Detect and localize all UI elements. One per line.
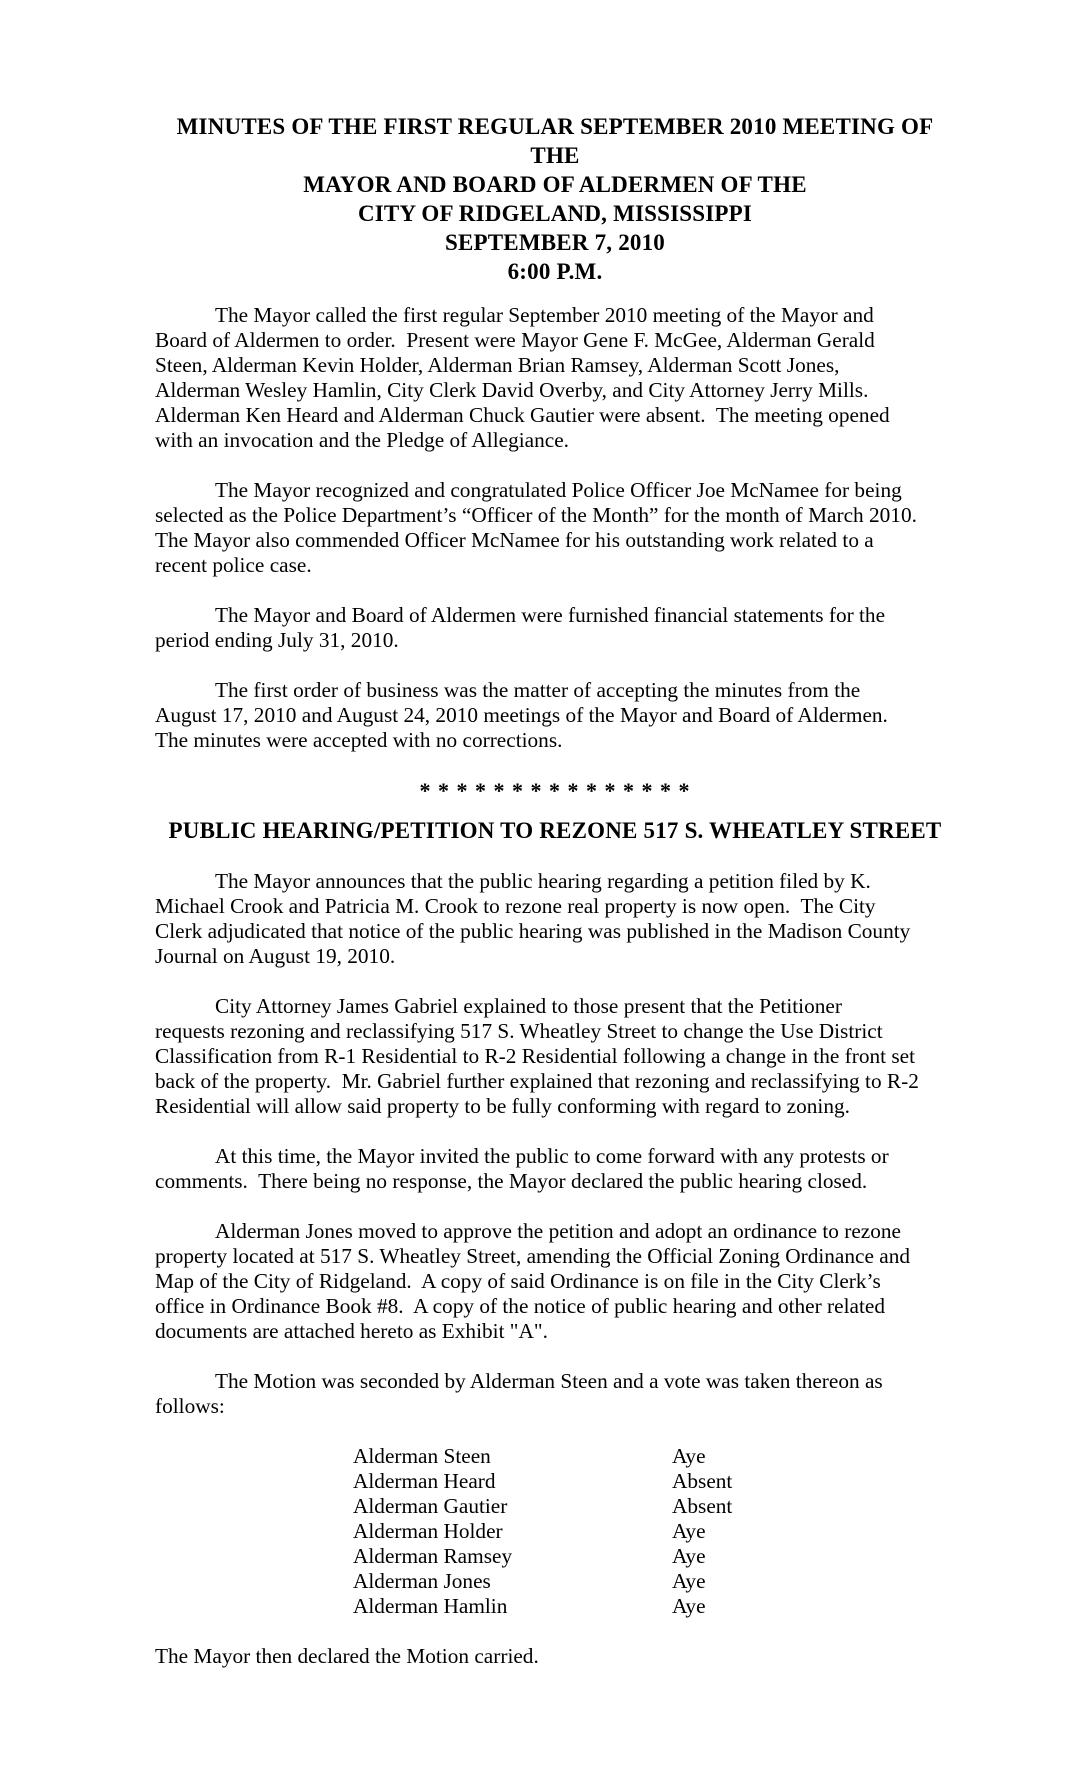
text-line: Journal on August 19, 2010. bbox=[155, 944, 396, 968]
text-line: The first order of business was the matter of accepting the minutes from the bbox=[215, 678, 861, 702]
text-line: Residential will allow said property to be fully conforming with regard to zoning. bbox=[155, 1094, 850, 1118]
vote-alderman-name: Alderman Holder bbox=[353, 1519, 503, 1543]
text-line: The minutes were accepted with no corrections. bbox=[155, 728, 563, 752]
vote-row bbox=[155, 1519, 955, 1544]
document-body bbox=[155, 303, 955, 1669]
text-line: The Mayor also commended Officer McNamee for his outstanding work related to a bbox=[155, 528, 874, 552]
vote-row bbox=[155, 1544, 955, 1569]
vote-row bbox=[155, 1569, 955, 1594]
text-line: Alderman Wesley Hamlin, City Clerk David Overby, and City Attorney Jerry Mills. bbox=[155, 378, 869, 402]
vote-value: Aye bbox=[672, 1519, 706, 1543]
text-line: recent police case. bbox=[155, 553, 312, 577]
paragraph bbox=[155, 1369, 955, 1419]
title-line: SEPTEMBER 7, 2010 bbox=[444, 230, 665, 255]
vote-roll bbox=[155, 1444, 955, 1619]
title-line: CITY OF RIDGELAND, MISSISSIPPI bbox=[357, 201, 753, 226]
text-line: The Motion was seconded by Alderman Steen and a vote was taken thereon as bbox=[215, 1369, 883, 1393]
paragraph bbox=[155, 478, 955, 578]
text-line: Alderman Jones moved to approve the petition and adopt an ordinance to rezone bbox=[215, 1219, 902, 1243]
text-line: with an invocation and the Pledge of Allegiance. bbox=[155, 428, 569, 452]
vote-row bbox=[155, 1444, 955, 1469]
text-line: The Mayor recognized and congratulated Police Officer Joe McNamee for being bbox=[215, 478, 902, 502]
vote-alderman-name: Alderman Hamlin bbox=[353, 1594, 508, 1618]
paragraph bbox=[155, 603, 955, 653]
text-line: property located at 517 S. Wheatley Street, amending the Official Zoning Ordinance and bbox=[155, 1244, 911, 1268]
vote-row bbox=[155, 1594, 955, 1619]
text-line: comments. There being no response, the Mayor declared the public hearing closed. bbox=[155, 1169, 868, 1193]
closing-line: The Mayor then declared the Motion carried. bbox=[155, 1644, 539, 1668]
paragraph bbox=[155, 1219, 955, 1344]
text-line: Clerk adjudicated that notice of the public hearing was published in the Madison County bbox=[155, 919, 911, 943]
text-line: follows: bbox=[155, 1394, 225, 1418]
paragraph bbox=[155, 303, 955, 453]
text-line: Classification from R-1 Residential to R-2 Residential following a change in the front set bbox=[155, 1044, 916, 1068]
title-line: 6:00 P.M. bbox=[507, 259, 603, 284]
vote-value: Aye bbox=[672, 1544, 706, 1568]
title-line: MAYOR AND BOARD OF ALDERMEN OF THE bbox=[303, 172, 807, 197]
paragraph bbox=[155, 678, 955, 753]
text-line: selected as the Police Department’s “Officer of the Month” for the month of March 2010. bbox=[155, 503, 917, 527]
paragraph bbox=[155, 1144, 955, 1194]
section-heading: PUBLIC HEARING/PETITION TO REZONE 517 S. WHEATLEY STREET bbox=[168, 818, 942, 843]
text-line: The Mayor announces that the public hearing regarding a petition filed by K. bbox=[215, 869, 871, 893]
vote-row bbox=[155, 1494, 955, 1519]
asterisk-divider: * * * * * * * * * * * * * * * bbox=[419, 778, 691, 803]
text-line: The Mayor and Board of Aldermen were furnished financial statements for the bbox=[215, 603, 886, 627]
title-line: MINUTES OF THE FIRST REGULAR SEPTEMBER 2010 MEETING OF THE bbox=[176, 114, 934, 168]
vote-value: Absent bbox=[672, 1469, 733, 1493]
text-line: documents are attached hereto as Exhibit "A". bbox=[155, 1319, 548, 1343]
text-line: Michael Crook and Patricia M. Crook to rezone real property is now open. The City bbox=[155, 894, 876, 918]
text-line: requests rezoning and reclassifying 517 S. Wheatley Street to change the Use District bbox=[155, 1019, 883, 1043]
vote-alderman-name: Alderman Steen bbox=[353, 1444, 491, 1468]
intro-paragraphs bbox=[155, 303, 955, 753]
vote-alderman-name: Alderman Jones bbox=[353, 1569, 491, 1593]
text-line: Map of the City of Ridgeland. A copy of said Ordinance is on file in the City Clerk’s bbox=[155, 1269, 881, 1293]
vote-value: Aye bbox=[672, 1594, 706, 1618]
text-line: Board of Aldermen to order. Present were Mayor Gene F. McGee, Alderman Gerald bbox=[155, 328, 875, 352]
vote-alderman-name: Alderman Heard bbox=[353, 1469, 496, 1493]
vote-value: Aye bbox=[672, 1444, 706, 1468]
vote-alderman-name: Alderman Gautier bbox=[353, 1494, 508, 1518]
text-line: August 17, 2010 and August 24, 2010 meetings of the Mayor and Board of Aldermen. bbox=[155, 703, 888, 727]
vote-value: Aye bbox=[672, 1569, 706, 1593]
text-line: Steen, Alderman Kevin Holder, Alderman Brian Ramsey, Alderman Scott Jones, bbox=[155, 353, 840, 377]
paragraph bbox=[155, 994, 955, 1119]
paragraph bbox=[155, 869, 955, 969]
vote-row bbox=[155, 1469, 955, 1494]
text-line: office in Ordinance Book #8. A copy of the notice of public hearing and other related bbox=[155, 1294, 885, 1318]
section-paragraphs bbox=[155, 869, 955, 1419]
vote-alderman-name: Alderman Ramsey bbox=[353, 1544, 513, 1568]
text-line: City Attorney James Gabriel explained to those present that the Petitioner bbox=[215, 994, 842, 1018]
text-line: period ending July 31, 2010. bbox=[155, 628, 399, 652]
text-line: The Mayor called the first regular September 2010 meeting of the Mayor and bbox=[215, 303, 874, 327]
text-line: back of the property. Mr. Gabriel further explained that rezoning and reclassifying to R-2 bbox=[155, 1069, 919, 1093]
text-line: Alderman Ken Heard and Alderman Chuck Gautier were absent. The meeting opened bbox=[155, 403, 890, 427]
text-line: At this time, the Mayor invited the public to come forward with any protests or bbox=[215, 1144, 889, 1168]
vote-value: Absent bbox=[672, 1494, 733, 1518]
document-title bbox=[155, 112, 955, 286]
